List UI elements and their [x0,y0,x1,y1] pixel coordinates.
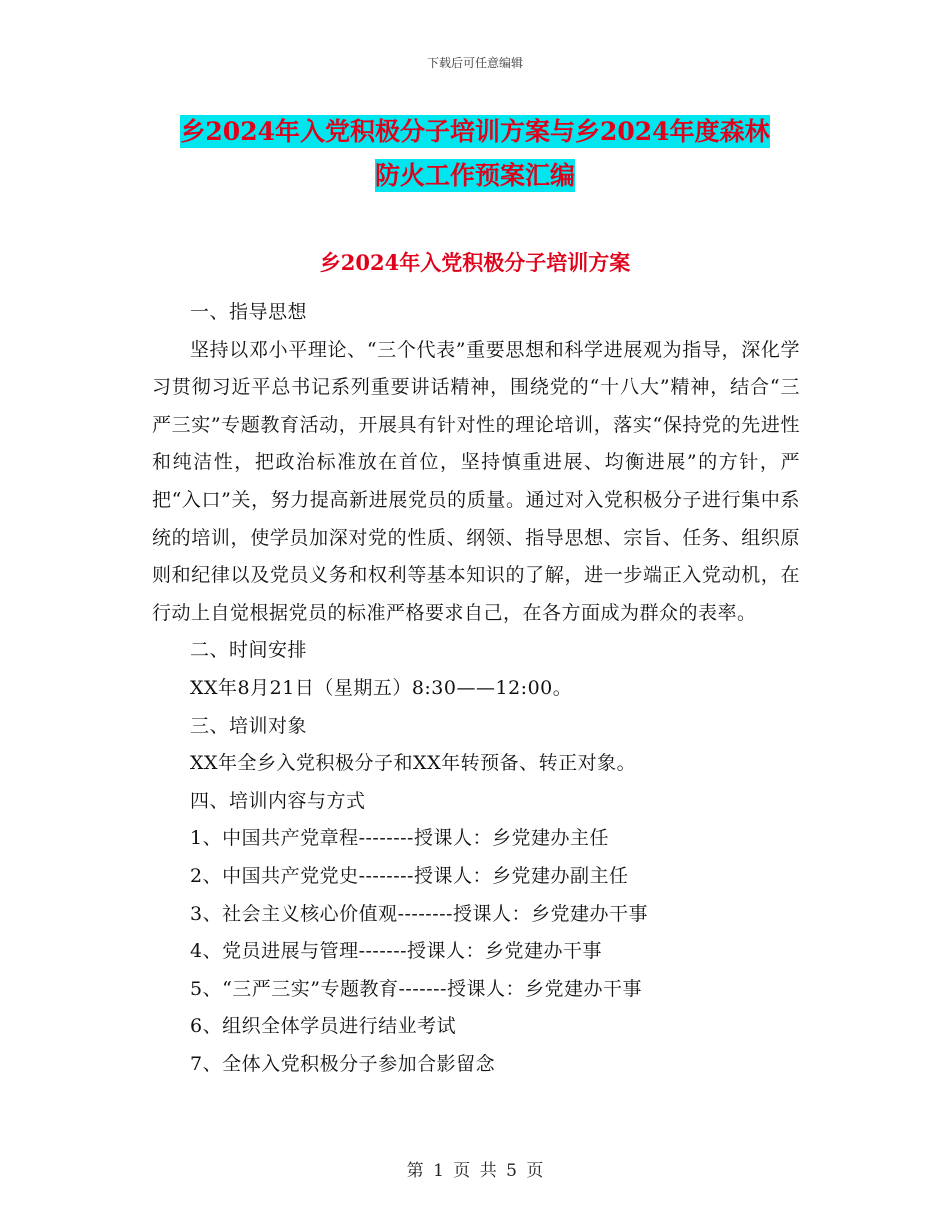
paragraph-participants: XX年全乡入党积极分子和XX年转预备、转正对象。 [190,752,637,775]
list-item: 7、全体入党积极分子参加合影留念 [190,1052,496,1075]
heading-guiding-thought: 一、指导思想 [190,301,308,323]
list-item: 6、组织全体学员进行结业考试 [190,1015,457,1038]
header-note: 下载后可任意编辑 [426,56,523,70]
heading-content: 四、培训内容与方式 [190,789,366,812]
list-item: 1、中国共产党章程--------授课人：乡党建办主任 [190,827,609,850]
paragraph-guiding-thought: 坚持以邓小平理论、“三个代表”重要思想和科学进展观为指导，深化学习贯彻习近平总书记系列重要讲话精神，围绕党的“十八大”精神，结合“三严三实”专题教育活动，开展具有针对性的理论培训，落实“保持党的先进性和纯洁性，把政治标准放在首位，坚持慎重进展、均衡进展”的方针，严把“入口”关，努力提高新进展党员的质量。通过对入党积极分子进行集中系统的培训，使学员加深对党的性质、纲领、指导思想、宗旨、任务、组织原则和纪律以及党员义务和权利等基本知识的了解，进一步端正入党动机，在行动上自觉根据党员的标准严格要求自己，在各方面成为群众的表率。 [152,338,800,624]
list-item: 5、“三严三实”专题教育-------授课人：乡党建办干事 [190,977,642,1000]
heading-schedule: 二、时间安排 [190,639,308,662]
section-title: 乡2024年入党积极分子培训方案 [319,250,631,275]
list-item: 2、中国共产党党史--------授课人：乡党建办副主任 [190,864,629,887]
title-line-1: 乡2024年入党积极分子培训方案与乡2024年度森林 [180,117,770,146]
list-item: 4、党员进展与管理-------授课人：乡党建办干事 [190,940,603,963]
document-body [152,294,800,1083]
title-line-2: 防火工作预案汇编 [374,161,575,190]
page-footer: 第 1 页 共 5 页 [406,1161,544,1181]
document-title [0,110,950,198]
heading-participants: 三、培训对象 [190,714,308,737]
list-item: 3、社会主义核心价值观--------授课人：乡党建办干事 [190,902,648,925]
paragraph-schedule: XX年8月21日（星期五）8:30——12:00。 [190,676,573,699]
